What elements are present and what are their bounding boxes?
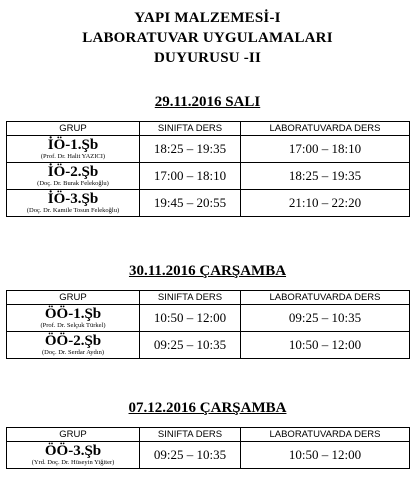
group-cell bbox=[7, 442, 140, 469]
group-cell bbox=[7, 305, 140, 332]
table-row bbox=[7, 190, 410, 217]
header-class: SINIFTA DERS bbox=[140, 122, 241, 136]
schedule-table-2 bbox=[6, 290, 410, 359]
class-time: 10:50 – 12:00 bbox=[140, 305, 241, 332]
table-row bbox=[7, 442, 410, 469]
section-date-2: 30.11.2016 ÇARŞAMBA bbox=[128, 263, 287, 279]
document-title-line-1: YAPI MALZEMESİ-I bbox=[134, 10, 281, 26]
lab-time: 10:50 – 12:00 bbox=[241, 332, 410, 359]
schedule-table-1 bbox=[6, 121, 410, 217]
table-header-row bbox=[7, 291, 410, 305]
lab-time: 10:50 – 12:00 bbox=[241, 442, 410, 469]
instructor-name: (Doç. Dr. Burak Felekoğlu) bbox=[37, 180, 109, 187]
header-class: SINIFTA DERS bbox=[140, 291, 241, 305]
group-cell bbox=[7, 163, 140, 190]
class-time: 17:00 – 18:10 bbox=[140, 163, 241, 190]
document-title-line-2: LABORATUVAR UYGULAMALARI bbox=[82, 30, 333, 46]
lab-time: 18:25 – 19:35 bbox=[241, 163, 410, 190]
group-name: İÖ-3.Şb bbox=[47, 191, 99, 207]
header-group: GRUP bbox=[7, 428, 140, 442]
lab-time: 17:00 – 18:10 bbox=[241, 136, 410, 163]
class-time: 18:25 – 19:35 bbox=[140, 136, 241, 163]
group-name: İÖ-2.Şb bbox=[47, 164, 99, 180]
group-name: ÖÖ-3.Şb bbox=[44, 443, 102, 459]
instructor-name: (Yrd. Doç. Dr. Hüseyin Yiğiter) bbox=[31, 459, 115, 466]
group-cell bbox=[7, 190, 140, 217]
table-header-row bbox=[7, 428, 410, 442]
table-header-row bbox=[7, 122, 410, 136]
lab-time: 21:10 – 22:20 bbox=[241, 190, 410, 217]
header-lab: LABORATUVARDA DERS bbox=[241, 122, 410, 136]
document-title-line-3: DUYURUSU -II bbox=[154, 50, 261, 66]
instructor-name: (Prof. Dr. Selçuk Türkel) bbox=[40, 322, 106, 329]
lab-time: 09:25 – 10:35 bbox=[241, 305, 410, 332]
group-cell bbox=[7, 136, 140, 163]
header-lab: LABORATUVARDA DERS bbox=[241, 428, 410, 442]
table-row bbox=[7, 163, 410, 190]
header-group: GRUP bbox=[7, 291, 140, 305]
table-row bbox=[7, 136, 410, 163]
section-date-3: 07.12.2016 ÇARŞAMBA bbox=[128, 400, 287, 416]
group-name: ÖÖ-1.Şb bbox=[44, 306, 102, 322]
class-time: 19:45 – 20:55 bbox=[140, 190, 241, 217]
section-date-1: 29.11.2016 SALI bbox=[154, 94, 261, 110]
header-lab: LABORATUVARDA DERS bbox=[241, 291, 410, 305]
group-cell bbox=[7, 332, 140, 359]
header-group: GRUP bbox=[7, 122, 140, 136]
group-name: ÖÖ-2.Şb bbox=[44, 333, 102, 349]
instructor-name: (Doç. Dr. Kamile Tosun Felekoğlu) bbox=[26, 207, 120, 214]
class-time: 09:25 – 10:35 bbox=[140, 332, 241, 359]
header-class: SINIFTA DERS bbox=[140, 428, 241, 442]
schedule-table-3 bbox=[6, 427, 410, 469]
instructor-name: (Prof. Dr. Halit YAZICI) bbox=[40, 153, 106, 160]
group-name: İÖ-1.Şb bbox=[47, 137, 99, 153]
table-row bbox=[7, 305, 410, 332]
table-row bbox=[7, 332, 410, 359]
instructor-name: (Doç. Dr. Serdar Aydın) bbox=[41, 349, 105, 356]
class-time: 09:25 – 10:35 bbox=[140, 442, 241, 469]
